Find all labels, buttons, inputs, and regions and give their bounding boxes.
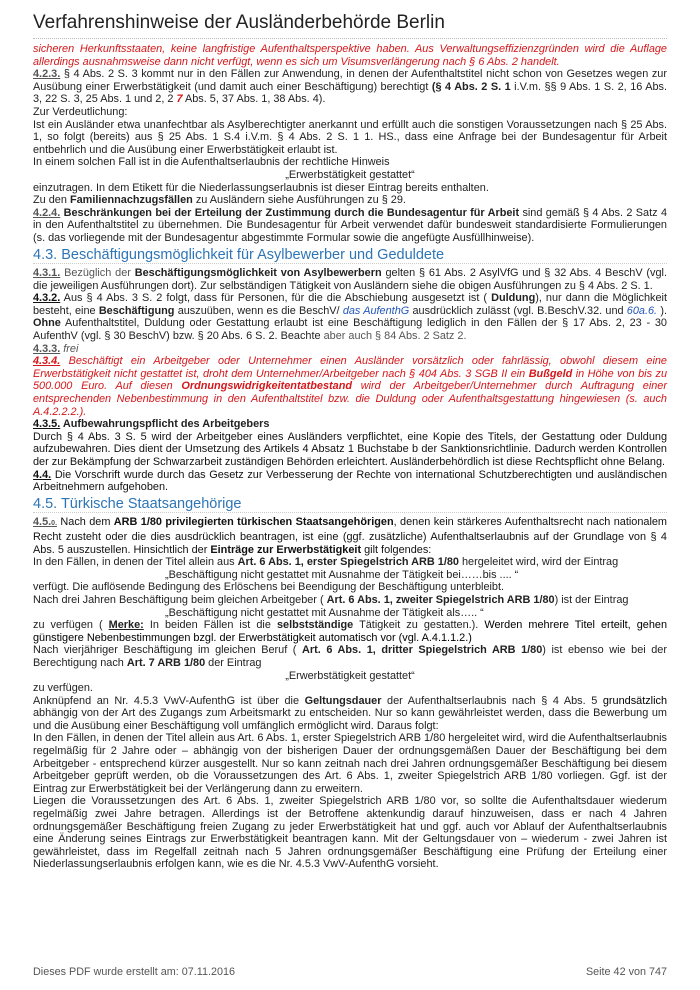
paragraph-familiennachzug [33,194,667,207]
bold-term: Beschäftigung [98,304,175,317]
bold-term: Beschränkungen bei der Erteilung der Zustimmung durch die Bundesagentur für Arbeit [60,206,520,219]
paragraph-einzutragen: einzutragen. In dem Etikett für die Niederlassungserlaubnis ist dieser Eintrag bereits enthalten. [33,181,489,194]
section-heading-4-5: 4.5. Türkische Staatsangehörige [33,498,667,514]
text: Bezüglich der [60,267,135,280]
bold-term: Familiennachzugsfällen [69,194,193,207]
paragraph-zwei-jahre: In den Fällen, in denen der Titel allein aus Art. 6 Abs. 1, erster Spiegelstrich ARB 1/80 hergeleitet wird, wird die Aufenthaltserlaubnis regelmäßig für 2 Jahre oder – abhängig von der bisherigen Dauer der ordnungsgemäßen Dauer der Beschäftigung bei dem Arbeitgeber - entsprechend kürzer ausgestellt. Nur so kann zeitnah nach drei Jahren ordnungsgemäßer Beschäftigung bei diesem Arbeitgeber geprüft werden, ob die Voraussetzungen des Art. 6 Abs. 1, zweiter Spiegelstrich ARB 1/80 vorliegen. Ggf. ist der Eintrag zur Erwerbstätigkeit bei der Verlängerung dann zu erweitern. [33,732,667,795]
bold-term: selbstständige [276,619,354,632]
section-number-4-3-5: 4.3.5. [33,418,61,431]
quote-beschaeftigung-als: „Beschäftigung nicht gestattet mit Ausnahme der Tätigkeit als….. “ [165,606,484,619]
bold-term: Ordnungswidrigkeitentatbestand [181,380,353,393]
quote-beschaeftigung-bei: „Beschäftigung nicht gestattet mit Ausnahme der Tätigkeit bei……bis .... “ [165,568,519,581]
paragraph-4-5 [33,516,667,556]
text: Beschäftigt ein Arbeitgeber oder Unternehmer einen Ausländer vorsätzlich oder fahrlässig, obwohl diesem eine Erwerbstätigkeit nicht gestattet ist, droht dem Unternehmer/Arbeitgeber nach § 404 Abs. 3 SGB II ein [33,355,667,380]
text: gelten § 61 Abs. 2 AsylVfG und § 32 Abs. 4 BeschV (vgl. die jeweiligen Ausführungen dort). Zur selbständigen Tätigkeit von Ausländern siehe die obigen Ausführungen zu § 4 Abs. 2 S. 1. [33,267,668,292]
paragraph-hinweis: In einem solchen Fall ist in die Aufenthaltserlaubnis der rechtliche Hinweis [33,156,390,169]
paragraph-aufbewahrung: Durch § 4 Abs. 3 S. 5 wird der Arbeitgeber eines Ausländers verpflichtet, eine Kopie des Titels, der Gestattung oder Duldung aufzubewahren. Dies dient der Umsetzung des Artikels 4 Absatz 1 Buchstabe b der Sanktionsrichtlinie. Dadurch werden Kontrollen der zur Bekämpfung der Schwarzarbeit zuständigen Behörden erleichtert. Ausländerbehördlich ist diese Rechtspflicht ohne Belang. [33,430,667,468]
bold-term: Bußgeld [528,367,573,380]
quote-erwerbstaetigkeit: „Erwerbstätigkeit gestattet“ [285,168,415,181]
link-aufenthg[interactable]: das AufenthG [342,304,410,317]
paragraph-erster-spiegelstrich [33,556,667,569]
paragraph-4-3-4 [33,355,667,418]
section-number-4-3-4: 4.3.4. [33,355,61,368]
bold-term: Beschäftigungsmöglichkeit von Asylbewerbern [134,267,382,280]
text: abhängig von der Art des Zugangs zum Arbeitsmarkt zu entscheiden. Nur so kann gewährleistet werden, dass die Bewerbung um und die Ausübung einer Beschäftigung voll umfänglich ermöglicht wird. Daraus folgt: [33,707,667,732]
bold-term: Merke: [108,619,144,632]
text: In den Fällen, in denen der Titel allein aus [33,556,238,569]
text: i.V.m. §§ 9 Abs. 1 S. 2, 16 Abs. 3, 22 S. 3, 25 Abs. 1 und 2, 2 [33,80,667,106]
text: gilt folgendes: [361,543,432,556]
text: § 4 Abs. 2 S. 3 kommt nur in den Fällen zur Anwendung, in denen der Aufenthaltstitel nicht schon von Gesetzes wegen zur Ausübung einer Erwerbstätigkeit (und damit auch einer Beschäftigung) berechtigt [33,68,667,93]
text: grundsätzlich [602,694,668,707]
text: der Aufenthaltserlaubnis nach § 4 Abs. 5 [381,694,603,707]
section-number-4-3-1: 4.3.1. [33,267,61,280]
section-subnumber: 0. [51,520,58,528]
paragraph-4-3-5-heading [33,418,667,431]
text: Aufenthaltstitel, Duldung oder Gestattung erlaubt ist eine Beschäftigung lediglich in den Fällen der § 17 Abs. 2, 23 - 30 AufenthV (vgl. § 30 BeschV) bzw. § 20 Abs. 6 S. 2. Beachte [33,317,667,343]
paragraph-4-2-3 [33,68,667,106]
section-number-4-2-4: 4.2.4. [33,206,61,219]
bold-term: Art. 6 Abs. 1, erster Spiegelstrich ARB 1/80 [237,556,459,569]
section-number-4-4: 4.4. [33,468,52,481]
bold-term: Ohne [33,317,61,330]
text: zu verfügen ( [33,619,109,632]
section-number-4-5: 4.5. [33,516,52,529]
page-title: Verfahrenshinweise der Ausländerbehörde Berlin [33,10,667,39]
bold-term: Art. 7 ARB 1/80 [126,656,206,669]
text: sind gemäß § 4 Abs. 2 Satz 4 in den Aufenthaltstitel zu übernehmen. Die Bundesagentur für Arbeit verwendet dafür bundesweit standardisierte Formulierungen (s. das vorliegende mit der Bundesagentur abgestimmte Formular sowie die angefügte Ausfüllhinweise). [33,206,667,244]
page-number: Seite 42 von 747 [585,966,667,978]
text: Aus § 4 Abs. 3 S. 2 folgt, dass für Personen, für die die Abschiebung ausgesetzt ist ( [60,292,492,305]
paragraph-4-3-3 [33,343,667,356]
bold-term: ARB 1/80 privilegierten türkischen Staatsangehörigen [113,516,394,529]
paragraph-verdeutlichung: Zur Verdeutlichung: [33,105,128,118]
text: Die Vorschrift wurde durch das Gesetz zur Verbesserung der Rechte von international Schutzberechtigten und ausländischen Arbeitnehmern aufgehoben. [33,468,667,494]
text: , denen kein stärkeres Aufenthaltsrecht nach nationalem Recht zusteht oder die dies ausdrücklich beantragen, ist eine (ggf. zusätzliche) Aufenthaltserlaubnis auf der Grundlage von § 4 Abs. 5 auszustellen. Hinsichtlich der [33,516,667,556]
paragraph-drei-jahre [33,594,667,607]
paragraph-auflage: sicheren Herkunftsstaaten, keine langfristige Aufenthaltsperspektive haben. Aus Verwaltungseffizienzgründen wird die Auflage allerdings ausnahmsweise dann nicht verfügt, wenn es sich um Visumsverlängerung nach § 6 Abs. 2 handelt. [33,43,667,68]
text: ausdrücklich zulässt (vgl. B.BeschV.32. und [409,304,627,317]
text: ) ist der Eintrag [554,593,629,606]
text: hergeleitet wird, wird der Eintrag [458,556,619,569]
section-number-4-3-3: 4.3.3. [33,342,61,355]
text: Anknüpfend an Nr. 4.5.3 VwV-AufenthG ist über die [33,694,305,707]
bold-term: Art. 6 Abs. 1, zweiter Spiegelstrich ARB 1/80 [326,593,555,606]
paragraph-4-2-4 [33,207,667,245]
red-digit: 7 [176,93,183,106]
text: Nach vierjähriger Beschäftigung im gleichen Beruf ( [33,644,302,657]
document-body [33,43,667,871]
text: zu Ausländern siehe Ausführungen zu § 29. [192,194,406,207]
link-60a6[interactable]: 60a.6. [626,304,658,317]
text: Zu den [33,194,70,207]
text: frei [60,342,79,355]
text: der Eintrag [205,656,262,669]
text: Abs. 5, 37 Abs. 1, 38 Abs. 4). [182,93,326,106]
text: Nach dem [57,516,114,529]
text: in Höhe von bis zu 500.000 Euro. Auf diesen [33,367,667,393]
paragraph-zu-verfuegen: zu verfügen. [33,682,93,695]
bold-term: Aufbewahrungspflicht des Arbeitgebers [60,418,270,431]
section-number-4-2-3: 4.2.3. [33,68,61,81]
bold-term: Geltungsdauer [304,694,382,707]
quote-erwerbstaetigkeit-2: „Erwerbstätigkeit gestattet“ [285,669,415,682]
paragraph-merke [33,619,667,644]
paragraph-4-3-1 [33,267,667,292]
paragraph-vier-jahre [33,644,667,669]
text: ). [657,304,667,317]
text: Tätigkeit zu gestatten.). [353,619,485,632]
paragraph-beispiel: Ist ein Ausländer etwa unanfechtbar als Asylberechtigter anerkannt und erfüllt auch die sonstigen Voraussetzungen nach § 25 Abs. 1, so folgt (bereits) aus § 25 Abs. 1 S.4 i.V.m. § 4 Abs. 2 S. 1 1. HS., dass eine Anfrage bei der Bundesagentur für Arbeit entbehrlich und die Ausübung einer Erwerbstätigkeit erlaubt ist. [33,118,667,156]
text: auszuüben, wenn es die BeschV/ [174,304,343,317]
paragraph-verfuegt: verfügt. Die auflösende Bedingung des Erlöschens bei Beendigung der Beschäftigung unterbleibt. [33,581,505,594]
bold-term: Duldung [491,292,536,305]
text: ), nur dann die Möglichkeit besteht, eine [33,292,667,317]
section-number-4-3-2: 4.3.2. [33,292,61,305]
bold-ref: (§ 4 Abs. 2 S. 1 [431,80,511,93]
bold-term: Art. 6 Abs. 1, dritter Spiegelstrich ARB 1/80 [302,644,543,657]
creation-date: Dieses PDF wurde erstellt am: 07.11.2016 [33,966,236,978]
text: ) ist ebenso wie bei der Berechtigung nach [33,644,667,669]
bold-term: Einträge zur Erwerbstätigkeit [210,543,362,556]
paragraph-4-3-2 [33,292,667,342]
text: Nach drei Jahren Beschäftigung beim gleichen Arbeitgeber ( [33,593,327,606]
page-footer [33,966,667,978]
text: wird der Arbeitgeber/Unternehmer durch Auftragung einer entsprechenden Nebenbestimmung in den Aufenthaltstitel bzw. die Duldung oder Aufenthaltsgestattung hingewiesen (s. auch A.4.2.2.2.). [33,380,667,418]
text: aber auch § 84 Abs. 2 Satz 2. [323,330,467,343]
text: Werden mehrere Titel erteilt, gehen günstigere Nebenbestimmungen bzgl. der Erwerbstätigkeit automatisch vor (vgl. A.4.1.1.2.) [33,619,667,644]
paragraph-4-4 [33,469,667,494]
text: In beiden Fällen ist die [143,619,277,632]
paragraph-geltungsdauer [33,695,667,733]
section-heading-4-3: 4.3. Beschäftigungsmöglichkeit für Asylbewerber und Geduldete [33,249,667,265]
paragraph-voraussetzungen: Liegen die Voraussetzungen des Art. 6 Abs. 1, zweiter Spiegelstrich ARB 1/80 vor, so sollte die Aufenthaltsdauer wiederum regelmäßig zwei Jahre betragen. Allerdings ist der Betroffene aktenkundig darauf hinzuweisen, dass er nach 4 Jahren ordnungsgemäßer Beschäftigung freien Zugang zu jeder Erwerbstätigkeit hat und ggf. auch vor Ablauf der Aufenthaltserlaubnis eine Änderung seines Eintrags zur Erwerbstätigkeit beantragen kann. Mit der Geltungsdauer von – wiederum - zwei Jahren ist gewährleistet, dass im Regelfall zeitnah nach 5 Jahren ordnungsgemäßer Beschäftigung eine Prüfung der Erteilung einer Niederlassungserlaubnis erfolgen kann, wie es die Nr. 4.5.3 VwV-AufenthG vorsieht. [33,795,667,871]
